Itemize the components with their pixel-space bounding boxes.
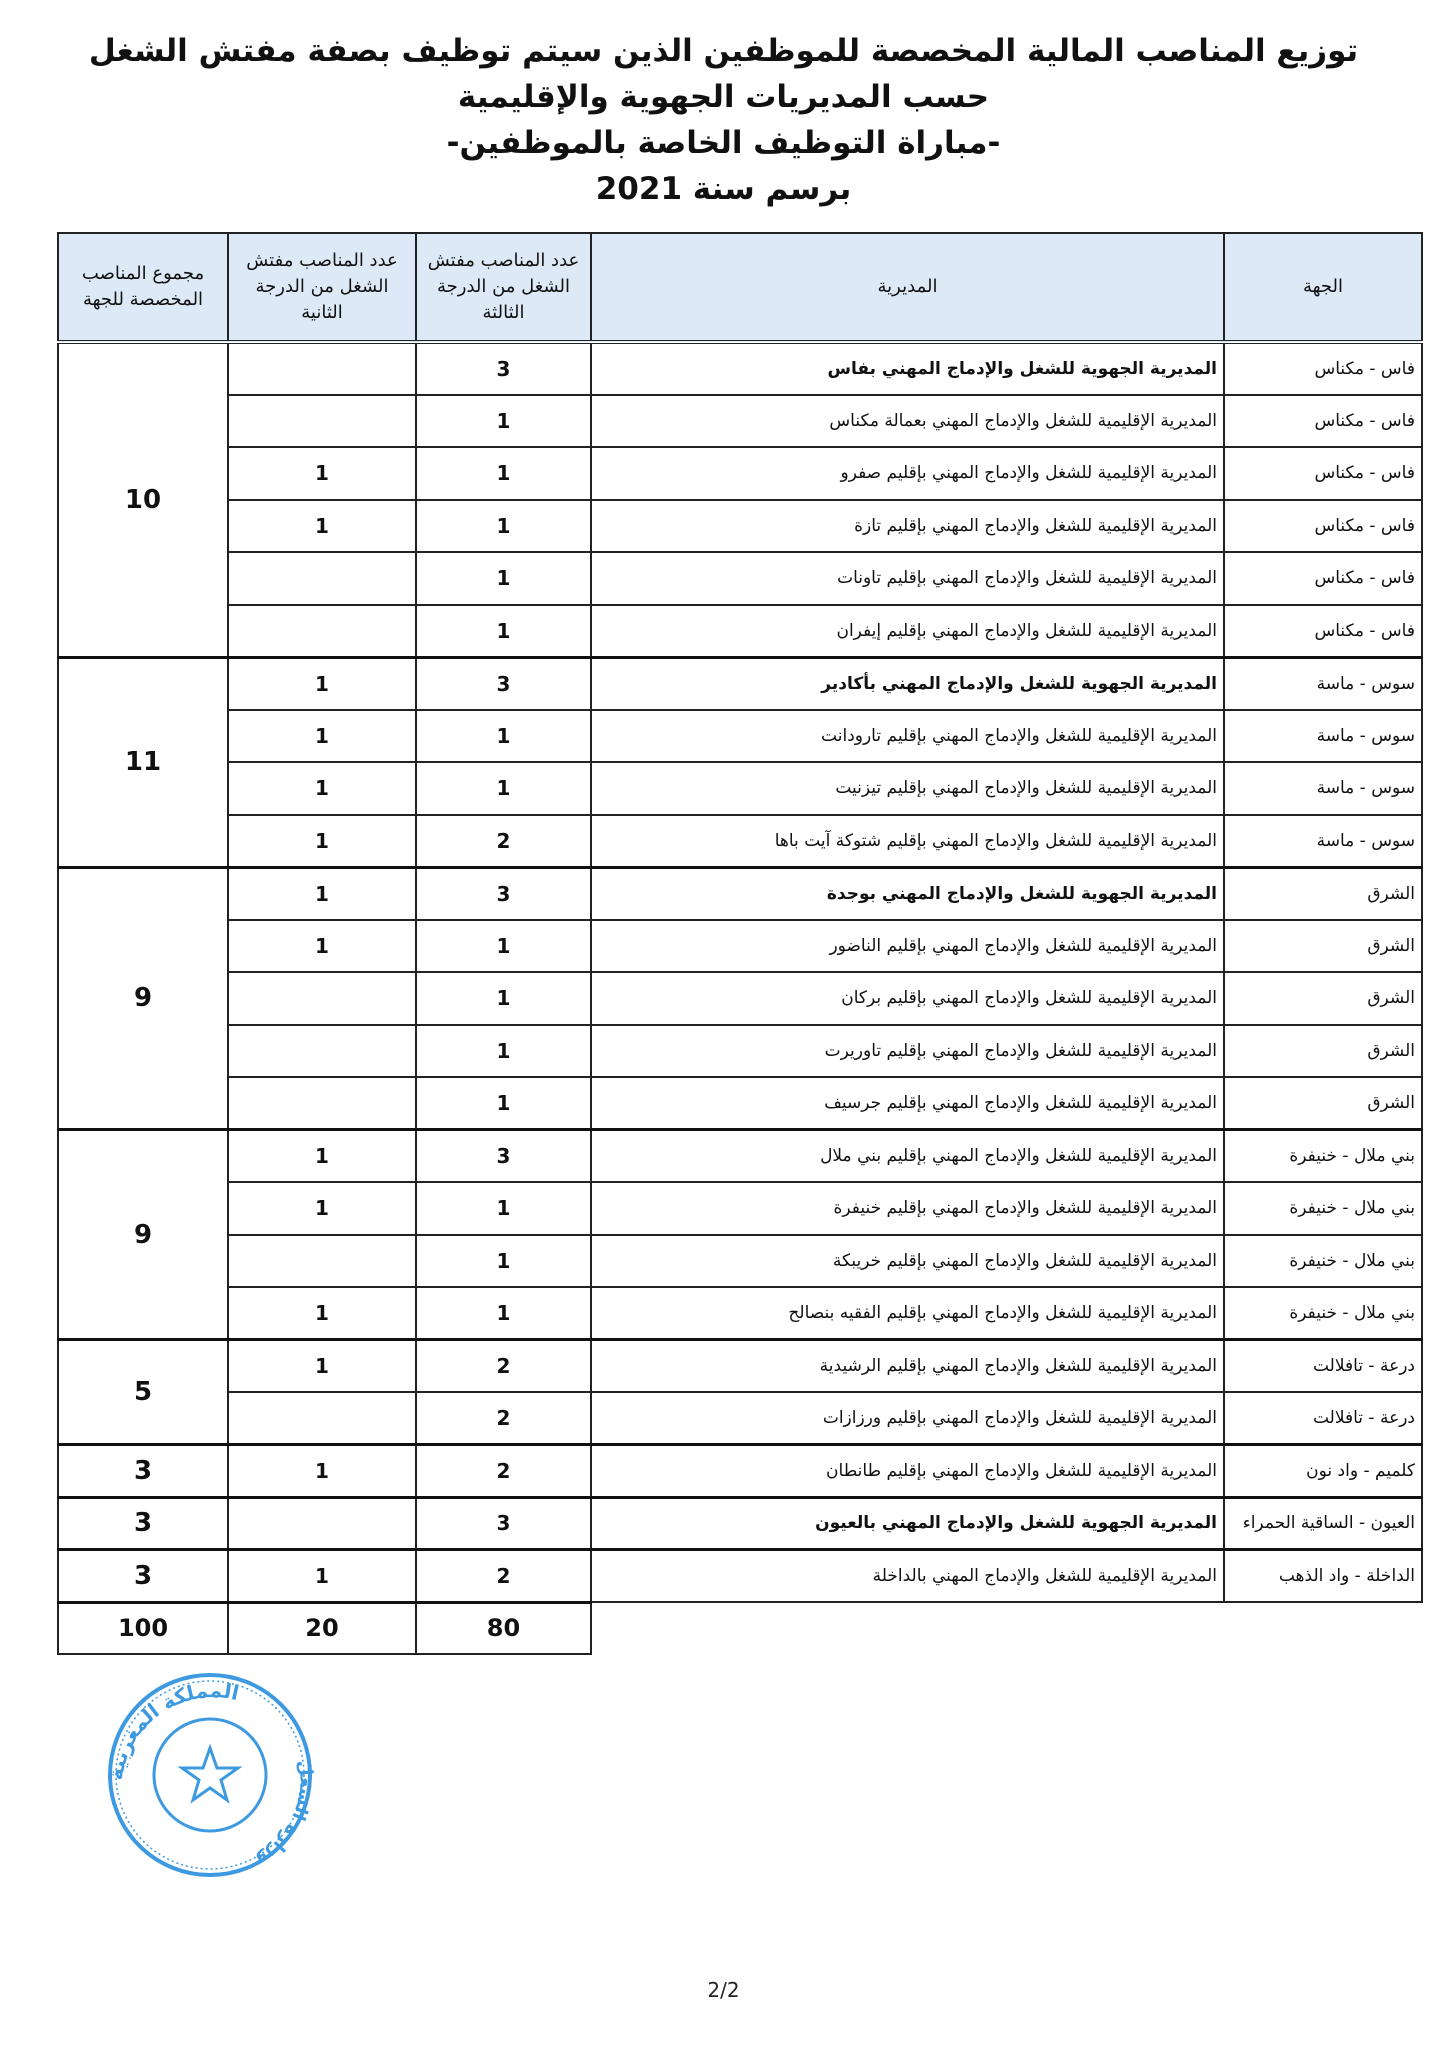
totals-row (58, 1602, 1422, 1654)
region-cell: كلميم - واد نون (1224, 1445, 1422, 1498)
directorate-cell: المديرية الإقليمية للشغل والإدماج المهني بإقليم تازة (591, 500, 1224, 553)
grade3-cell: 1 (416, 395, 591, 448)
region-cell: الشرق (1224, 1025, 1422, 1078)
table-row (58, 1025, 1422, 1078)
svg-text:المملكة المغربية (103, 1678, 241, 1781)
title-line-3: -مباراة التوظيف الخاصة بالموظفين- (446, 125, 1001, 161)
region-cell: بني ملال - خنيفرة (1224, 1235, 1422, 1288)
region-cell: درعة - تافلالت (1224, 1392, 1422, 1445)
grade2-cell: 1 (228, 867, 416, 920)
table-row (58, 762, 1422, 815)
directorate-cell: المديرية الإقليمية للشغل والإدماج المهني بإقليم تاونات (591, 552, 1224, 605)
directorate-cell: المديرية الجهوية للشغل والإدماج المهني بالعيون (591, 1497, 1224, 1550)
region-total-cell: 3 (58, 1497, 228, 1550)
grade3-cell: 3 (416, 657, 591, 710)
grade2-cell: 1 (228, 762, 416, 815)
header-grade2: عدد المناصب مفتش الشغل من الدرجة الثانية (228, 233, 416, 342)
title-line-2: حسب المديريات الجهوية والإقليمية (457, 79, 990, 115)
grade2-cell: 1 (228, 1130, 416, 1183)
page-number: 2/2 (707, 1978, 740, 2002)
grade2-cell (228, 342, 416, 395)
table-row (58, 500, 1422, 553)
table-row (58, 710, 1422, 763)
region-cell: سوس - ماسة (1224, 657, 1422, 710)
region-cell: الشرق (1224, 867, 1422, 920)
directorate-cell: المديرية الإقليمية للشغل والإدماج المهني بإقليم خريبكة (591, 1235, 1224, 1288)
grade3-cell: 1 (416, 1287, 591, 1340)
grade3-cell: 2 (416, 1550, 591, 1603)
region-total-cell: 3 (58, 1550, 228, 1603)
region-cell: فاس - مكناس (1224, 500, 1422, 553)
grade3-cell: 1 (416, 552, 591, 605)
grade2-cell: 1 (228, 710, 416, 763)
svg-text:وزارة الشغل (253, 1759, 317, 1871)
seal-text-top: المملكة المغربية (103, 1678, 242, 1782)
directorate-cell: المديرية الإقليمية للشغل والإدماج المهني بإقليم جرسيف (591, 1077, 1224, 1130)
region-cell: فاس - مكناس (1224, 605, 1422, 658)
official-seal (82, 1660, 342, 1885)
grade3-cell: 1 (416, 1025, 591, 1078)
grade2-cell: 1 (228, 1550, 416, 1603)
directorate-cell: المديرية الإقليمية للشغل والإدماج المهني بإقليم بني ملال (591, 1130, 1224, 1183)
grade3-cell: 3 (416, 1497, 591, 1550)
grand-total-cell: 100 (58, 1602, 228, 1654)
region-cell: سوس - ماسة (1224, 710, 1422, 763)
table-row (58, 447, 1422, 500)
grade3-cell: 1 (416, 920, 591, 973)
grade2-cell (228, 1077, 416, 1130)
grade3-cell: 3 (416, 342, 591, 395)
star-icon (182, 1748, 238, 1800)
table-body (58, 342, 1422, 1654)
table-row (58, 1077, 1422, 1130)
table-row (58, 605, 1422, 658)
grade3-cell: 1 (416, 500, 591, 553)
region-total-cell: 11 (58, 657, 228, 867)
region-total-cell: 10 (58, 342, 228, 657)
grade3-cell: 1 (416, 710, 591, 763)
directorate-cell: المديرية الجهوية للشغل والإدماج المهني بفاس (591, 342, 1224, 395)
table-header-row (58, 233, 1422, 342)
table-row (58, 395, 1422, 448)
total-grade3-cell: 80 (416, 1602, 591, 1654)
grade2-cell: 1 (228, 500, 416, 553)
table-row (58, 1497, 1422, 1550)
table-row (58, 1287, 1422, 1340)
region-cell: العيون - الساقية الحمراء (1224, 1497, 1422, 1550)
grade2-cell: 1 (228, 1182, 416, 1235)
region-total-cell: 9 (58, 867, 228, 1130)
empty-cell (1224, 1602, 1422, 1654)
region-cell: بني ملال - خنيفرة (1224, 1130, 1422, 1183)
seal-text-left: وزارة الشغل (253, 1759, 317, 1872)
region-cell: فاس - مكناس (1224, 342, 1422, 395)
grade2-cell: 1 (228, 815, 416, 868)
grade2-cell (228, 395, 416, 448)
grade3-cell: 3 (416, 867, 591, 920)
region-cell: الشرق (1224, 1077, 1422, 1130)
grade2-cell (228, 1235, 416, 1288)
title-line-1: توزيع المناصب المالية المخصصة للموظفين الذين سيتم توظيف بصفة مفتش الشغل (88, 33, 1359, 69)
header-region: الجهة (1224, 233, 1422, 342)
region-cell: سوس - ماسة (1224, 762, 1422, 815)
directorate-cell: المديرية الإقليمية للشغل والإدماج المهني بإقليم بركان (591, 972, 1224, 1025)
region-cell: سوس - ماسة (1224, 815, 1422, 868)
table-row (58, 1550, 1422, 1603)
table-row (58, 552, 1422, 605)
grade3-cell: 2 (416, 1340, 591, 1393)
directorate-cell: المديرية الإقليمية للشغل والإدماج المهني بعمالة مكناس (591, 395, 1224, 448)
grade2-cell (228, 552, 416, 605)
grade3-cell: 1 (416, 605, 591, 658)
region-cell: فاس - مكناس (1224, 395, 1422, 448)
region-cell: الشرق (1224, 972, 1422, 1025)
header-directorate: المديرية (591, 233, 1224, 342)
grade3-cell: 1 (416, 972, 591, 1025)
table-row (58, 1340, 1422, 1393)
grade3-cell: 1 (416, 1077, 591, 1130)
directorate-cell: المديرية الإقليمية للشغل والإدماج المهني بإقليم الفقيه بنصالح (591, 1287, 1224, 1340)
region-cell: بني ملال - خنيفرة (1224, 1182, 1422, 1235)
header-grade3: عدد المناصب مفتش الشغل من الدرجة الثالثة (416, 233, 591, 342)
region-cell: الشرق (1224, 920, 1422, 973)
grade2-cell (228, 1497, 416, 1550)
table-row (58, 972, 1422, 1025)
region-total-cell: 5 (58, 1340, 228, 1445)
grade2-cell: 1 (228, 920, 416, 973)
directorate-cell: المديرية الإقليمية للشغل والإدماج المهني بإقليم إيفران (591, 605, 1224, 658)
grade3-cell: 1 (416, 762, 591, 815)
grade2-cell: 1 (228, 1445, 416, 1498)
table-row (58, 342, 1422, 395)
region-total-cell: 3 (58, 1445, 228, 1498)
directorate-cell: المديرية الإقليمية للشغل والإدماج المهني بإقليم ورزازات (591, 1392, 1224, 1445)
directorate-cell: المديرية الإقليمية للشغل والإدماج المهني بإقليم تيزنيت (591, 762, 1224, 815)
distribution-table (57, 232, 1423, 1655)
grade2-cell: 1 (228, 1287, 416, 1340)
directorate-cell: المديرية الإقليمية للشغل والإدماج المهني بإقليم تارودانت (591, 710, 1224, 763)
table-row (58, 867, 1422, 920)
document-title (0, 28, 1447, 212)
header-total: مجموع المناصب المخصصة للجهة (58, 233, 228, 342)
directorate-cell: المديرية الإقليمية للشغل والإدماج المهني بالداخلة (591, 1550, 1224, 1603)
directorate-cell: المديرية الإقليمية للشغل والإدماج المهني بإقليم خنيفرة (591, 1182, 1224, 1235)
table-row (58, 920, 1422, 973)
directorate-cell: المديرية الإقليمية للشغل والإدماج المهني بإقليم شتوكة آيت باها (591, 815, 1224, 868)
total-grade2-cell: 20 (228, 1602, 416, 1654)
directorate-cell: المديرية الإقليمية للشغل والإدماج المهني بإقليم الناضور (591, 920, 1224, 973)
region-cell: الداخلة - واد الذهب (1224, 1550, 1422, 1603)
directorate-cell: المديرية الإقليمية للشغل والإدماج المهني بإقليم صفرو (591, 447, 1224, 500)
grade2-cell (228, 605, 416, 658)
table-row (58, 1235, 1422, 1288)
grade2-cell (228, 1025, 416, 1078)
table-row (58, 1445, 1422, 1498)
directorate-cell: المديرية الإقليمية للشغل والإدماج المهني بإقليم طانطان (591, 1445, 1224, 1498)
table-row (58, 1130, 1422, 1183)
empty-cell (591, 1602, 1224, 1654)
grade2-cell: 1 (228, 447, 416, 500)
table-row (58, 1182, 1422, 1235)
grade3-cell: 1 (416, 1235, 591, 1288)
table-row (58, 815, 1422, 868)
region-cell: فاس - مكناس (1224, 447, 1422, 500)
grade3-cell: 3 (416, 1130, 591, 1183)
grade2-cell (228, 972, 416, 1025)
grade2-cell (228, 1392, 416, 1445)
grade3-cell: 2 (416, 1392, 591, 1445)
grade2-cell: 1 (228, 1340, 416, 1393)
region-cell: بني ملال - خنيفرة (1224, 1287, 1422, 1340)
region-cell: فاس - مكناس (1224, 552, 1422, 605)
region-cell: درعة - تافلالت (1224, 1340, 1422, 1393)
table-row (58, 1392, 1422, 1445)
grade2-cell: 1 (228, 657, 416, 710)
directorate-cell: المديرية الجهوية للشغل والإدماج المهني بأكادير (591, 657, 1224, 710)
directorate-cell: المديرية الإقليمية للشغل والإدماج المهني بإقليم تاوريرت (591, 1025, 1224, 1078)
table-row (58, 657, 1422, 710)
grade3-cell: 2 (416, 1445, 591, 1498)
title-line-4: برسم سنة 2021 (595, 171, 852, 207)
grade3-cell: 1 (416, 1182, 591, 1235)
region-total-cell: 9 (58, 1130, 228, 1340)
directorate-cell: المديرية الإقليمية للشغل والإدماج المهني بإقليم الرشيدية (591, 1340, 1224, 1393)
grade3-cell: 1 (416, 447, 591, 500)
grade3-cell: 2 (416, 815, 591, 868)
directorate-cell: المديرية الجهوية للشغل والإدماج المهني بوجدة (591, 867, 1224, 920)
